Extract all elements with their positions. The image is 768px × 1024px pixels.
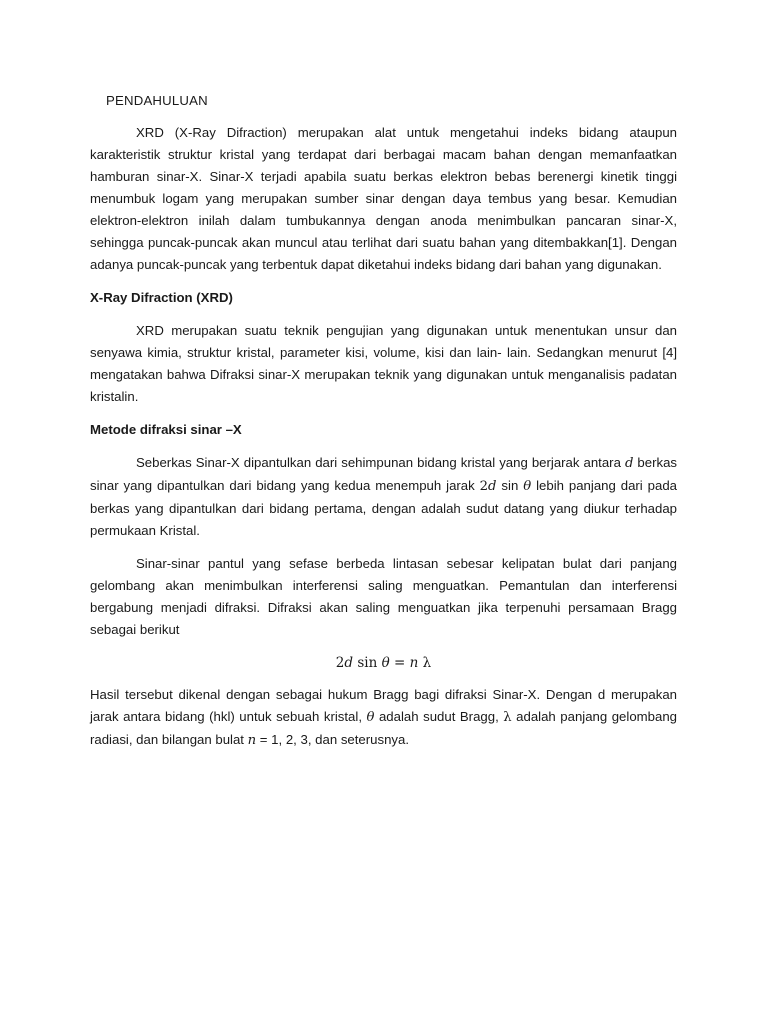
math-sin: sin [496,478,524,493]
eq-equals: = [389,655,410,671]
method-p1-text-2: berkas sinar yang dipantulkan dari bidang yang kedua menempuh jarak [90,455,678,493]
eq-lambda: λ [418,655,432,671]
method-paragraph-2: Sinar-sinar pantul yang sefase berbeda lintasan sebesar kelipatan bulat dari panjang gelombang akan menimbulkan interferensi saling menguatkan. Pemantulan dan interferensi bergabung menjadi difraksi. Difraksi akan saling menguatkan jika terpenuhi persamaan Bragg sebagai berikut [90,556,677,637]
math-var-d: d [624,456,634,471]
eq-d: d [344,655,354,671]
method-p3-text-4: = 1, 2, 3, dan seterusnya. [256,732,409,747]
bragg-equation [90,652,677,674]
method-paragraph-3 [90,684,677,752]
p3-n: n [247,733,257,748]
intro-heading: PENDAHULUAN [106,93,208,108]
math-var-d-2: d [488,479,497,494]
math-coefficient-2: 2 [479,479,489,494]
method-p3-text-1: Hasil tersebut dikenal dengan sebagai hukum Bragg bagi difraksi Sinar-X. Dengan d merupakan jarak antara bidang (hkl) untuk sebuah kristal, [90,687,677,724]
xrd-section-paragraph: XRD merupakan suatu teknik pengujian yang digunakan untuk menentukan unsur dan senyawa kimia, struktur kristal, parameter kisi, volume, kisi dan lain- lain. Sedangkan menurut [4] mengatakan bahwa Difraksi sinar-X merupakan teknik yang digunakan untuk menganalisis padatan kristalin. [90,323,677,404]
xrd-section-heading: X-Ray Difraction (XRD) [90,290,233,305]
math-theta: θ [523,479,532,494]
intro-paragraph: XRD (X-Ray Difraction) merupakan alat untuk mengetahui indeks bidang ataupun karakteristik struktur kristal yang terdapat dari berbagai macam bahan dengan memanfaatkan hamburan sinar-X. Sinar-X terjadi apabila suatu berkas elektron bebas berenergi kinetik tinggi menumbuk logam yang merupakan sumber sinar dengan daya tembus yang besar. Kemudian elektron-elektron inilah dalam tumbukannya dengan anoda menimbulkan pancaran sinar-X, sehingga puncak-puncak akan muncul atau terlihat dari suatu bahan yang ditembakkan[1]. Dengan adanya puncak-puncak yang terbentuk dapat diketahui indeks bidang dari bahan yang digunakan. [90,125,677,272]
method-section-heading: Metode difraksi sinar –X [90,422,242,437]
method-p1-text-1: Seberkas Sinar-X dipantulkan dari sehimpunan bidang kristal yang berjarak antara [136,455,625,470]
method-p3-text-3: adalah panjang gelombang radiasi, dan bilangan bulat [90,709,677,747]
method-p3-text-2: adalah sudut Bragg, [374,709,504,724]
eq-theta: θ [381,655,390,671]
method-paragraph-1 [90,452,677,542]
method-p1-text-3: lebih panjang dari pada berkas yang dipantulkan dari bidang pertama, dengan adalah sudut datang yang diukur terhadap permukaan Kristal. [90,478,678,538]
document-page [90,90,677,763]
eq-two: 2 [335,655,345,671]
p3-lambda: λ [503,710,512,725]
eq-sin: sin [353,655,382,671]
p3-theta: θ [366,710,375,725]
eq-n: n [409,655,419,671]
